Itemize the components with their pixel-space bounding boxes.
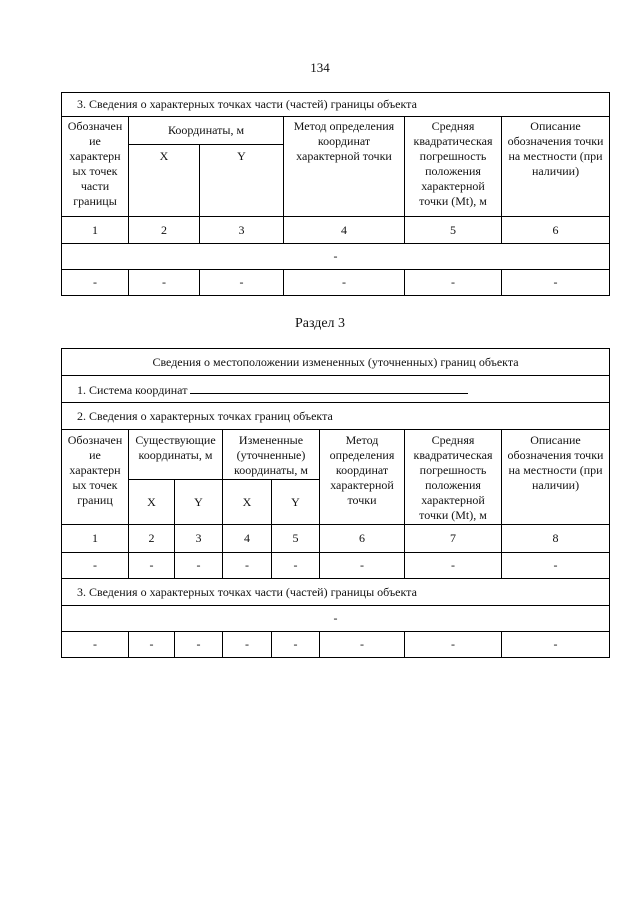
coord-system-row <box>62 376 610 403</box>
col-number: 1 <box>62 525 129 553</box>
coord-system-label: 1. Система координат <box>77 382 188 397</box>
header-description: Описание обозначения точки на местности (при наличии) <box>502 117 610 217</box>
table-cell: - <box>175 632 223 658</box>
table-cell: - <box>223 553 272 579</box>
subsection2-title: 2. Сведения о характерных точках границ объекта <box>62 403 610 430</box>
table-cell: - <box>405 553 502 579</box>
header-existing-coordinates: Существующие координаты, м <box>129 430 223 480</box>
col-number: 4 <box>284 217 405 244</box>
header-method: Метод определения координат характерной точки <box>320 430 405 525</box>
subsection3-title: 3. Сведения о характерных точках части (частей) границы объекта <box>62 579 610 606</box>
table-cell: - <box>502 553 610 579</box>
merged-row: - <box>62 244 610 270</box>
changed-boundaries-table <box>61 348 610 658</box>
table-cell: - <box>320 553 405 579</box>
header-y: Y <box>272 480 320 525</box>
table-cell: - <box>62 632 129 658</box>
table-cell: - <box>129 553 175 579</box>
table-cell: - <box>502 270 610 296</box>
table-cell: - <box>320 632 405 658</box>
table-cell: - <box>175 553 223 579</box>
header-description: Описание обозначения точки на местности (при наличии) <box>502 430 610 525</box>
table1-title: 3. Сведения о характерных точках части (частей) границы объекта <box>62 93 610 117</box>
col-number: 4 <box>223 525 272 553</box>
col-number: 3 <box>175 525 223 553</box>
header-changed-coordinates: Измененные (уточненные) координаты, м <box>223 430 320 480</box>
table-cell: - <box>129 270 200 296</box>
table-cell: - <box>129 632 175 658</box>
table-cell: - <box>502 632 610 658</box>
header-y: Y <box>200 145 284 217</box>
table-cell: - <box>62 553 129 579</box>
col-number: 6 <box>320 525 405 553</box>
header-x: X <box>129 145 200 217</box>
col-number: 6 <box>502 217 610 244</box>
table-cell: - <box>223 632 272 658</box>
col-number: 8 <box>502 525 610 553</box>
header-y: Y <box>175 480 223 525</box>
header-error: Средняя квадратическая погрешность положения характерной точки (Mt), м <box>405 117 502 217</box>
table-cell: - <box>405 632 502 658</box>
col-number: 1 <box>62 217 129 244</box>
col-number: 7 <box>405 525 502 553</box>
table-cell: - <box>284 270 405 296</box>
table-cell: - <box>62 270 129 296</box>
section-title: Раздел 3 <box>294 316 346 331</box>
table2-title: Сведения о местоположении измененных (уточненных) границ объекта <box>62 349 610 376</box>
header-designation: Обозначен ие характерн ых точек части границы <box>62 117 129 217</box>
col-number: 3 <box>200 217 284 244</box>
header-method: Метод определения координат характерной точки <box>284 117 405 217</box>
table-cell: - <box>200 270 284 296</box>
col-number: 5 <box>272 525 320 553</box>
parts-boundary-points-table <box>61 92 610 296</box>
page-number: 134 <box>310 60 330 75</box>
col-number: 2 <box>129 217 200 244</box>
table-cell: - <box>405 270 502 296</box>
col-number: 5 <box>405 217 502 244</box>
header-coordinates: Координаты, м <box>129 117 284 145</box>
header-x: X <box>129 480 175 525</box>
header-error: Средняя квадратическая погрешность положения характерной точки (Mt), м <box>405 430 502 525</box>
table-cell: - <box>272 553 320 579</box>
header-designation: Обозначен ие характерн ых точек границ <box>62 430 129 525</box>
header-x: X <box>223 480 272 525</box>
coord-system-blank <box>190 381 468 394</box>
merged-row: - <box>62 606 610 632</box>
table-cell: - <box>272 632 320 658</box>
col-number: 2 <box>129 525 175 553</box>
